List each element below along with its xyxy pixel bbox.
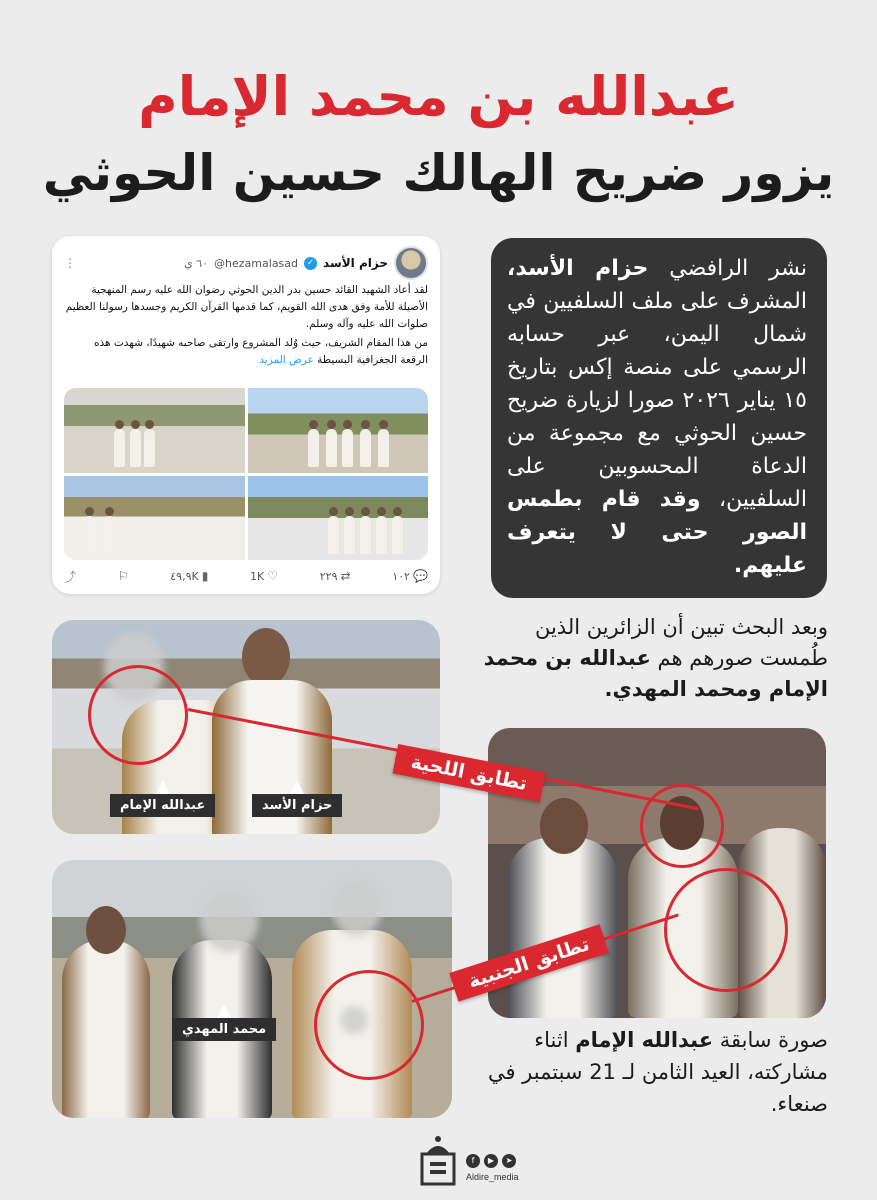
footer-branding: [410, 1128, 530, 1188]
reply-icon: 💬: [413, 569, 428, 583]
views-button[interactable]: [170, 569, 208, 583]
retweet-count: ٢٢٩: [319, 569, 338, 583]
share-button[interactable]: [64, 568, 76, 585]
tweet-time: ٦٠ ي: [184, 256, 209, 270]
tweet-paragraph-2-text: من هذا المقام الشريف، حيث وُلد المشروع وارتقى صاحبه شهيدًا، شهدت هذه الرقعة الجغرافية البسيطة: [93, 337, 428, 366]
more-options-icon[interactable]: ⋮: [64, 256, 76, 270]
photo-panel-mahdi: [52, 860, 452, 1118]
tweet-paragraph-1: لقد أعاد الشهيد القائد حسين بدر الدين الحوثي رضوان الله عليه رسم المنهجية الأصيلة للأمة وفق هدى الله القويم، كما قدمها القرآن الكريم وجسدها رسولنا العظيم صلوات الله عليه وآله وسلم.: [65, 284, 428, 330]
show-more-link[interactable]: عرض المزيد: [259, 354, 314, 366]
tweet-actions: [64, 566, 428, 586]
like-count: 1K: [250, 569, 265, 583]
tweet-photo[interactable]: [64, 388, 245, 473]
finding-bold-names: عبدالله بن محمد الإمام ومحمد المهدي.: [483, 646, 828, 701]
photo-caption: [470, 1024, 828, 1120]
caption-bold-name: عبدالله الإمام: [575, 1028, 714, 1052]
youtube-icon[interactable]: ▶: [484, 1154, 498, 1168]
facebook-icon[interactable]: f: [466, 1154, 480, 1168]
label-mahdi: محمد المهدي: [172, 1018, 276, 1041]
finding-text: وبعد البحث تبين أن الزائرين الذين طُمست صورهم هم: [534, 615, 828, 670]
summary-text-1: نشر الرافضي: [648, 256, 807, 281]
bookmark-button[interactable]: [118, 569, 129, 583]
tweet-photo-grid: [64, 388, 428, 560]
summary-bold-name: حزام الأسد،: [507, 256, 649, 281]
caption-text-2: اثناء مشاركته، العيد الثامن لـ 21 سبتمبر في صنعاء.: [487, 1028, 828, 1116]
retweet-icon: ⇄: [340, 569, 351, 583]
tweet-photo[interactable]: [64, 476, 245, 561]
tweet-text: [64, 282, 428, 369]
verified-badge-icon: ✓: [304, 257, 317, 270]
footer-handle: Aldire_media: [466, 1172, 519, 1182]
views-chart-icon: ▮: [201, 569, 209, 583]
photo-panel-imam-asad: [52, 620, 440, 834]
tweet-author-name[interactable]: حزام الأسد: [323, 256, 388, 270]
highlight-circle-dagger: [314, 970, 424, 1080]
headline-line-1: عبدالله بن محمد الإمام: [138, 65, 739, 128]
reply-count: ١٠٢: [392, 569, 411, 583]
summary-bold-conclusion: وقد قام بطمس الصور حتى لا يتعرف عليهم.: [507, 487, 807, 578]
share-icon: ⤴: [64, 569, 77, 584]
blurred-face: [200, 890, 258, 952]
label-imam: عبدالله الإمام: [110, 794, 215, 817]
tweet-card: [52, 236, 440, 594]
tweet-header: [64, 246, 428, 280]
telegram-icon[interactable]: ➤: [502, 1154, 516, 1168]
label-asad: حزام الأسد: [252, 794, 342, 817]
highlight-circle-beard: [640, 784, 724, 868]
avatar[interactable]: [394, 246, 428, 280]
social-icons: [466, 1154, 516, 1168]
blurred-face: [332, 878, 382, 936]
summary-text-2: المشرف على ملف السلفيين في شمال اليمن، عبر حسابه الرسمي على منصة إكس بتاريخ ١٥ يناير ٢٠٢٦ صورا لزيارة ضريح حسين الحوثي مع مجموعة من الدعاة المحسوبين على السلفيين،: [507, 289, 807, 512]
tweet-photo[interactable]: [248, 476, 429, 561]
caption-text-1: صورة سابقة: [713, 1028, 828, 1052]
highlight-circle-dagger: [664, 868, 788, 992]
mosque-logo-icon: [416, 1132, 460, 1186]
highlight-circle-beard: [88, 665, 188, 765]
beard-match-banner: تطابق اللحية: [393, 744, 546, 802]
views-count: ٤٩,٩K: [170, 569, 199, 583]
retweet-button[interactable]: [320, 569, 351, 583]
tweet-photo[interactable]: [248, 388, 429, 473]
tweet-author-handle[interactable]: @hezamalasad: [214, 256, 299, 270]
heart-icon: ♡: [267, 569, 279, 583]
reply-button[interactable]: [392, 569, 428, 583]
dagger-match-banner: تطابق الجنبية: [449, 924, 608, 1001]
tweet-paragraph-2: [64, 335, 428, 369]
bookmark-icon: ⚐: [117, 569, 129, 583]
headline-line-2: يزور ضريح الهالك حسين الحوثي: [42, 144, 835, 202]
summary-box: [491, 238, 827, 598]
like-button[interactable]: [250, 569, 278, 583]
finding-paragraph: [472, 612, 828, 705]
